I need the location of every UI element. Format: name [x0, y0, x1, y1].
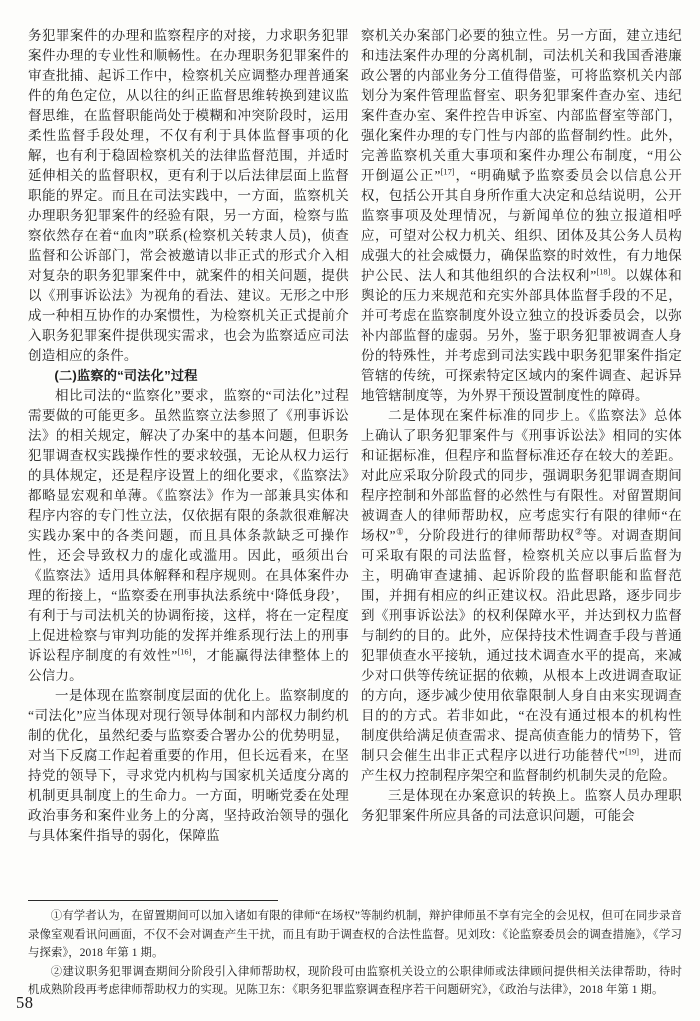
footnote-1: ①有学者认为，在留置期间可以加入诸如有限的律师“在场权”等制约机制，辩护律师虽不享有完全的会见权，但可在同步录音录像室观看讯问画面，不仅不会对调查产生干扰，而且有助于调查权的合法性监督。见刘玫：《论监察委员会的调查措施》，《学习与探索》，2018 年第 1 期。: [28, 910, 682, 960]
paragraph: 一是体现在监察制度层面的优化上。监察制度的“司法化”应当体现对现行领导体制和内部权力制约机制的优化，虽然纪委与监察委合署办公的优势明显，对当下反腐工作起着重要的作用，但长远看来，在坚持党的领导下，寻求党内机构与国家机关适度分离的机制更具制度上的生命力。一方面，明晰党委在处理政治事务和案件业务上的分离，坚持政治领导的强化与具体案件指导的弱化，保障监: [28, 688, 349, 843]
paragraph: 二是体现在案件标准的同步上。《监察法》总体上确认了职务犯罪案件与《刑事诉讼法》相同的实体和证据标准，但程序和监督标准还存在较大的差距。对此应采取分阶段式的同步，强调职务犯罪调查期间程序控制和外部监督的必然性与有限性。对留置期间被调查人的律师帮助权，应考虑实行有限的律师“在场权”①，分阶段进行的律师帮助权②等。对调查期间可采取有限的司法监督，检察机关应以事后监督为主，明确审查逮捕、起诉阶段的监督职能和监督范围，并拥有相应的纠正建议权。沿此思路，逐步同步到《刑事诉讼法》的权利保障水平，并达到权力监督与制约的目的。此外，应保持技术性调查手段与普通犯罪侦查水平接轨，通过技术调查水平的提高，来减少对口供等传统证据的依赖，从根本上改进调查取证的方向，逐步减少使用依靠限制人身自由来实现调查目的的方式。若非如此，“在没有通过根本的机构性制度供给满足侦查需求、提高侦查能力的情势下，管制只会催生出非正式程序以进行功能替代”[19]，进而产生权力控制程序架空和监督制约机制失灵的危险。: [361, 408, 682, 783]
main-text-columns: [28, 26, 682, 898]
footnote-divider: [28, 900, 278, 901]
paragraph-continued: 察机关办案部门必要的独立性。另一方面，建立违纪和违法案件办理的分离机制，司法机关和我国香港廉政公署的内部业务分工值得借鉴，可将监察机关内部划分为案件管理监督室、职务犯罪案件查办室、违纪案件查办室、案件控告申诉室、内部监督室等部门，强化案件办理的专门性与内部的监督制约性。此外，完善监察机关重大事项和案件办理公布制度，“用公开倒逼公正”[17]，“明确赋予监察委员会以信息公开权，包括公开其自身所作重大决定和总结说明，公开监察事项及处理情况，与新闻单位的独立报道相呼应，可望对公权力机关、组织、团体及其公务人员构成强大的社会威慑力，确保监察的时效性，有力地保护公民、法人和其他组织的合法权利”[18]。以媒体和舆论的压力来规范和充实外部具体监督手段的不足，并可考虑在监察制度外设立独立的投诉委员会，以弥补内部监督的虚弱。另外，鉴于职务犯罪被调查人身份的特殊性，并考虑到司法实践中职务犯罪案件指定管辖的传统，可探索特定区域内的案件调查、起诉异地管辖制度等，为外界干预设置制度性的障碍。: [361, 28, 682, 403]
paragraph: 三是体现在办案意识的转换上。监察人员办理职务犯罪案件所应具备的司法意识问题，可能会: [361, 788, 682, 823]
right-column: [361, 26, 682, 898]
section-heading: (二)监察的“司法化”过程: [54, 368, 198, 383]
paragraph-continued: 务犯罪案件的办理和监察程序的对接，力求职务犯罪案件办理的专业性和顺畅性。在办理职务犯罪案件的审查批捕、起诉工作中，检察机关应调整办理普通案件的角色定位，从以往的纠正监督思维转换到建议监督思维，在监督职能尚处于模糊和冲突阶段时，运用柔性监督手段处理，不仅有利于具体监督事项的化解，也有利于稳固检察机关的法律监督范围，并适时延伸相关的监督职权，更有利于以后法律层面上监督职能的界定。而且在司法实践中，一方面，监察机关办理职务犯罪案件的经验有限，另一方面，检察与监察依然存在着“血肉”联系(检察机关转隶人员)，侦查监督和公诉部门，常会被邀请以非正式的形式介入相对复杂的职务犯罪案件中，就案件的相关问题，提供以《刑事诉讼法》为视角的看法、建议。无形之中形成一种相互协作的办案惯性，为检察机关正式提前介入职务犯罪案件提供现实需求，也会为监察适应司法创造相应的条件。: [28, 28, 349, 363]
footnotes-section: [28, 907, 682, 1000]
footnote-2: ②建议职务犯罪调查期间分阶段引入律师帮助权，现阶段可由监察机关设立的公职律师或法律顾问提供相关法律帮助，待时机成熟阶段再考虑律师帮助权力的实现。见陈卫东：《职务犯罪监察调查程序若干问题研究》，《政治与法律》，2018 年第 1 期。: [28, 965, 682, 997]
paragraph: 相比司法的“监察化”要求，监察的“司法化”过程需要做的可能更多。虽然监察立法参照了《刑事诉讼法》的相关规定，解决了办案中的基本问题，但职务犯罪调查权实践操作性的要求较强，无论从权力运行的具体规定，还是程序设置上的细化要求，《监察法》都略显宏观和单薄。《监察法》作为一部兼具实体和程序内容的专门性立法，仅依据有限的条款很难解决实践办案中的各类问题，而且具体条款缺乏可操作性，还会导致权力的虚化或滥用。因此，亟须出台《监察法》适用具体解释和程序规则。在具体案件办理的衔接上，“监察委在刑事执法系统中‘降低身段’，有利于与司法机关的协调衔接，这样，将在一定程度上促进检察与审判功能的发挥并维系现行法上的刑事诉讼程序制度的有效性”[16]，才能赢得法律整体上的公信力。: [28, 388, 349, 683]
page-number: 58: [16, 993, 34, 1012]
left-column: [28, 26, 349, 898]
